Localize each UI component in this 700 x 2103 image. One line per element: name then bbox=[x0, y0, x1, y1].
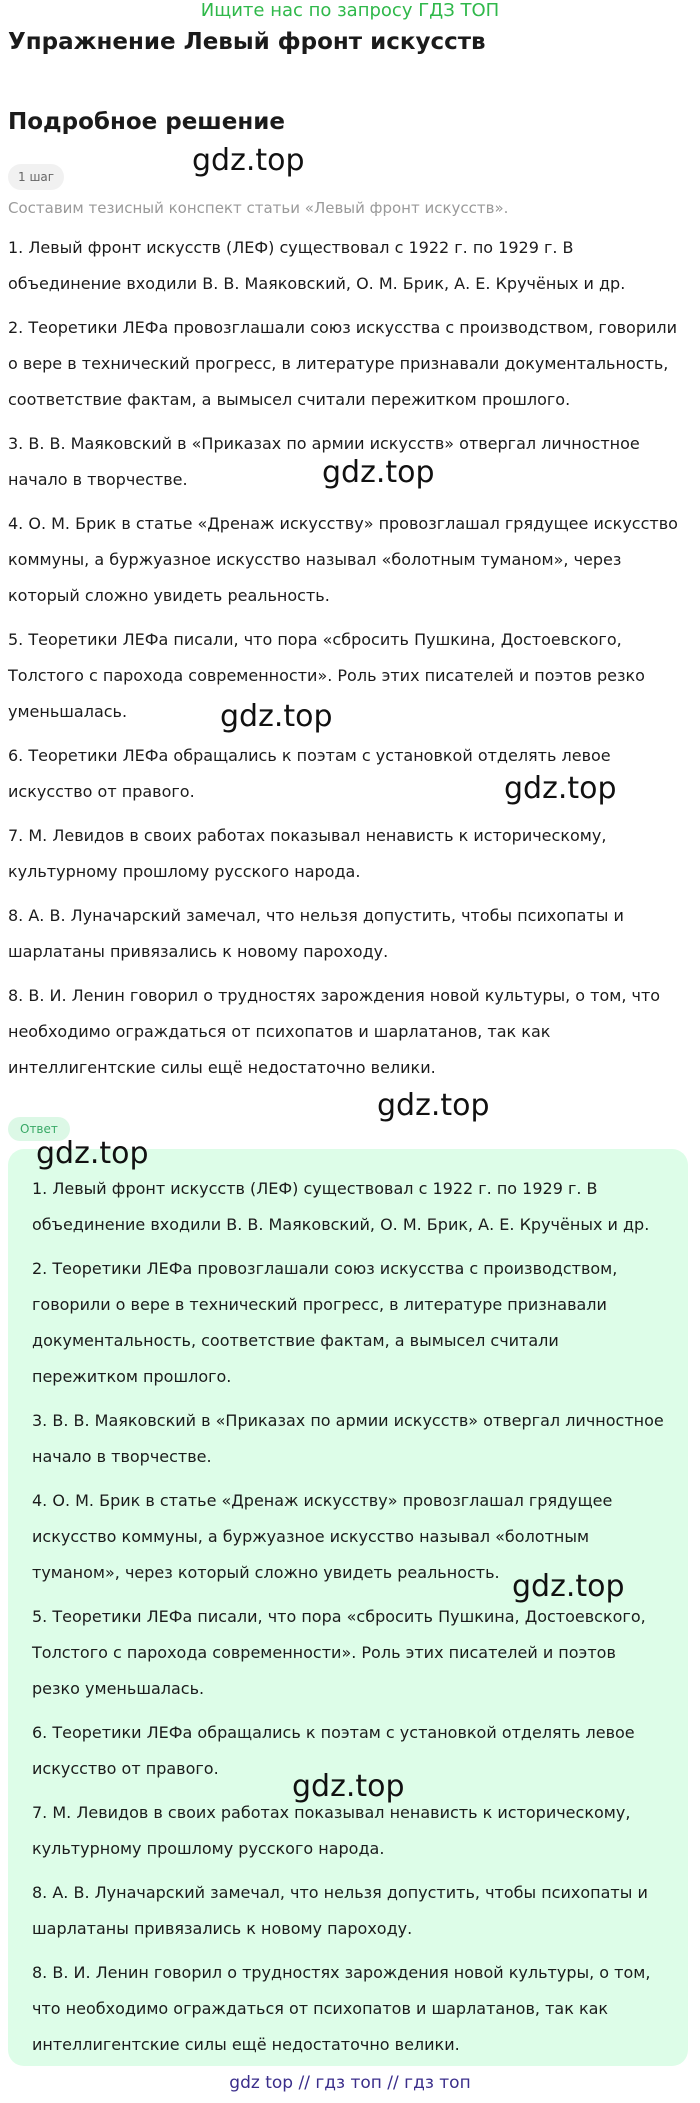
watermark: gdz.top bbox=[504, 771, 617, 806]
step-badge: 1 шаг bbox=[8, 164, 64, 190]
solution-paragraph: 4. О. М. Брик в статье «Дренаж искусству» провозглашал грядущее искусство коммуны, а буржуазное искусство называл «болотным туманом», через который сложно увидеть реальность. bbox=[8, 514, 678, 605]
solution-paragraph: 6. Теоретики ЛЕФа обращались к поэтам с установкой отделять левое искусство от правого. bbox=[8, 746, 611, 801]
answer-paragraph: 1. Левый фронт искусств (ЛЕФ) существовал с 1922 г. по 1929 г. В объединение входили В. В. Маяковский, О. М. Брик, А. Е. Кручёных и др. bbox=[32, 1179, 650, 1234]
page-title: Упражнение Левый фронт искусств bbox=[8, 29, 486, 55]
watermark: gdz.top bbox=[512, 1569, 625, 1604]
watermark: gdz.top bbox=[322, 455, 435, 490]
section-title: Подробное решение bbox=[8, 109, 285, 135]
watermark: gdz.top bbox=[36, 1136, 149, 1171]
answer-paragraph: 6. Теоретики ЛЕФа обращались к поэтам с установкой отделять левое искусство от правого. bbox=[32, 1723, 635, 1778]
answer-paragraph: 7. М. Левидов в своих работах показывал ненависть к историческому, культурному прошлому русского народа. bbox=[32, 1803, 631, 1858]
answer-paragraph: 8. А. В. Луначарский замечал, что нельзя допустить, чтобы психопаты и шарлатаны привязались к новому пароходу. bbox=[32, 1883, 648, 1938]
solution-paragraph: 5. Теоретики ЛЕФа писали, что пора «сбросить Пушкина, Достоевского, Толстого с парохода современности». Роль этих писателей и поэтов резко уменьшалась. bbox=[8, 630, 645, 721]
solution-paragraph: 8. А. В. Луначарский замечал, что нельзя допустить, чтобы психопаты и шарлатаны привязались к новому пароходу. bbox=[8, 906, 624, 961]
watermark: gdz.top bbox=[192, 143, 305, 178]
answer-paragraph: 4. О. М. Брик в статье «Дренаж искусству» провозглашал грядущее искусство коммуны, а буржуазное искусство называл «болотным туманом», через который сложно увидеть реальность. bbox=[32, 1491, 613, 1582]
answer-paragraph: 5. Теоретики ЛЕФа писали, что пора «сбросить Пушкина, Достоевского, Толстого с парохода современности». Роль этих писателей и поэтов резко уменьшалась. bbox=[32, 1607, 646, 1698]
watermark: gdz.top bbox=[220, 699, 333, 734]
solution-paragraph: 8. В. И. Ленин говорил о трудностях зарождения новой культуры, о том, что необходимо ограждаться от психопатов и шарлатанов, так как интеллигентские силы ещё недостаточно велики. bbox=[8, 986, 661, 1077]
solution-paragraph: 3. В. В. Маяковский в «Приказах по армии искусств» отвергал личностное начало в творчестве. bbox=[8, 434, 640, 489]
answer-badge: Ответ bbox=[8, 1117, 70, 1141]
footer-links[interactable]: gdz top // гдз топ // гдз топ bbox=[229, 2073, 471, 2093]
watermark: gdz.top bbox=[292, 1769, 405, 1804]
solution-paragraph: 7. М. Левидов в своих работах показывал ненависть к историческому, культурному прошлому русского народа. bbox=[8, 826, 607, 881]
promo-banner[interactable]: Ищите нас по запросу ГДЗ ТОП bbox=[200, 0, 500, 21]
solution-text bbox=[8, 230, 688, 1094]
solution-paragraph: 1. Левый фронт искусств (ЛЕФ) существовал с 1922 г. по 1929 г. В объединение входили В. В. Маяковский, О. М. Брик, А. Е. Кручёных и др. bbox=[8, 238, 626, 293]
step-intro: Составим тезисный конспект статьи «Левый фронт искусств». bbox=[8, 199, 509, 217]
answer-paragraph: 2. Теоретики ЛЕФа провозглашали союз искусства с производством, говорили о вере в технический прогресс, в литературе признавали документальность, соответствие фактам, а вымысел считали пережитком прошлого. bbox=[32, 1259, 618, 1386]
answer-paragraph: 8. В. И. Ленин говорил о трудностях зарождения новой культуры, о том, что необходимо ограждаться от психопатов и шарлатанов, так как интеллигентские силы ещё недостаточно велики. bbox=[32, 1963, 651, 2054]
answer-box bbox=[8, 1149, 688, 2066]
solution-paragraph: 2. Теоретики ЛЕФа провозглашали союз искусства с производством, говорили о вере в технический прогресс, в литературе признавали документальность, соответствие фактам, а вымысел считали пережитком прошлого. bbox=[8, 318, 678, 409]
answer-paragraph: 3. В. В. Маяковский в «Приказах по армии искусств» отвергал личностное начало в творчестве. bbox=[32, 1411, 664, 1466]
watermark: gdz.top bbox=[377, 1088, 490, 1123]
